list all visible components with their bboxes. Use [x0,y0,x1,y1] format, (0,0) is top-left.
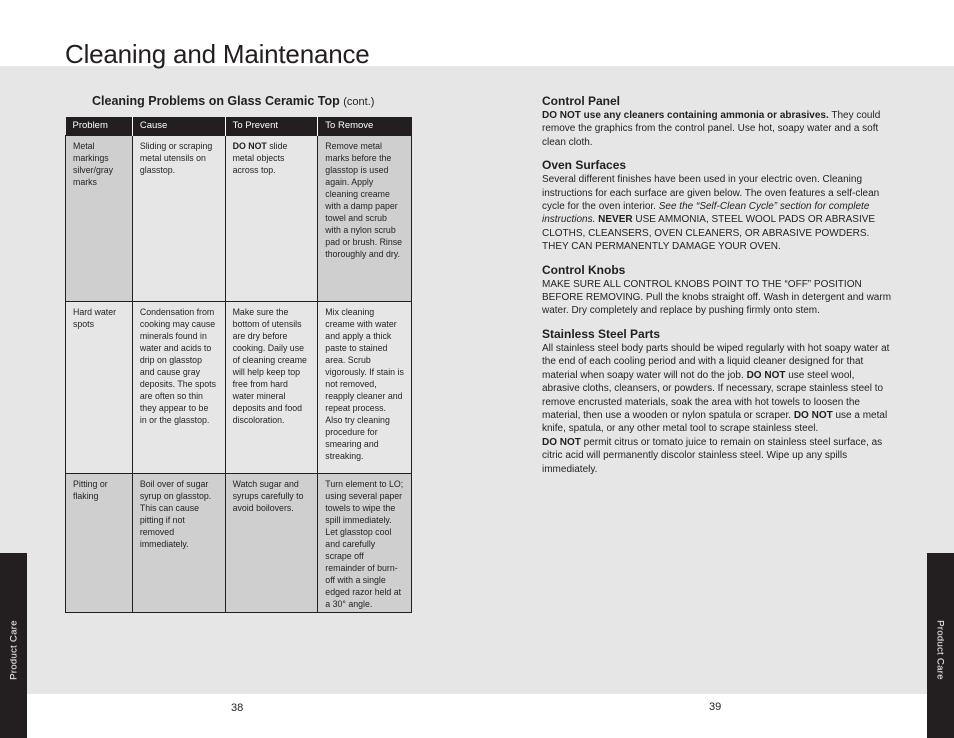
cell-remove: Remove metal marks before the glasstop is used again. Apply cleaning creame with a damp paper towel and scrub with a nylon scrub pad or brush. Rinse thoroughly and dry. [318,136,412,302]
section-stainless-steel [542,327,892,476]
cell-prevent [225,302,318,474]
cell-prevent [225,474,318,613]
page-title: Cleaning and Maintenance [65,39,370,69]
section-title: Control Panel [542,94,621,108]
section-title: Control Knobs [542,262,626,277]
column-header-cause: Cause [132,117,225,136]
column-header-to-remove: To Remove [318,117,412,136]
section-text: Several different finishes have been used in your electric oven. Cleaning instructions for each surface are given below. The oven features a self-clean cycle for the oven interior. [542,174,880,213]
table-heading-text: Cleaning Problems on Glass Ceramic Top [92,94,340,108]
section-title: Oven Surfaces [542,158,627,173]
cell-prevent-text: slide metal objects across top. [232,141,288,175]
cell-remove: Turn element to LO; using several paper towels to wipe the spill immediately. Let glasstop cool and carefully scrape off remainder of burn-off with a single edged razor held at a 30° angle. [318,474,412,613]
section-bold: DO NOT [542,436,581,448]
section-bold: DO NOT [793,409,833,421]
cleaning-problems-table [65,117,412,613]
section-text: USE AMMONIA, STEEL WOOL PADS OR ABRASIVE CLOTHS, CLEANSERS, OVEN CLEANERS, OR ABRASIVE POWDERS. THEY CAN PERMANENTLY DAMAGE YOUR OVEN. [542,214,876,253]
section-bold: DO NOT [746,369,786,381]
cell-remove: Mix cleaning creame with water and apply a thick paste to stained area. Scrub vigorously. If stain is not removed, reapply cleaner and repeat process. Also try cleaning procedure for smearing and streaking. [318,302,412,474]
cell-problem: Metal markings silver/gray marks [66,136,133,302]
table-row [66,474,412,613]
cell-cause: Condensation from cooking may cause minerals found in water and acids to drip on glasstop and cause gray deposits. The spots are often so thin they appear to be in or the glasstop. [132,302,225,474]
section-title: Stainless Steel Parts [542,326,661,341]
section-text: permit citrus or tomato juice to remain on stainless steel surface, as citric acid will permanently discolor stainless steel. Wipe up any spills immediately. [542,436,883,475]
column-header-to-prevent: To Prevent [225,117,318,136]
cell-prevent [225,136,318,302]
column-header-problem: Problem [66,117,133,136]
table-heading-suffix: (cont.) [343,96,375,108]
side-tab-right-label: Product Care [934,620,946,680]
side-tab-left-label: Product Care [8,620,20,680]
section-body [542,109,892,149]
section-text: use steel wool, abrasive cloths, cleansers, or powders. If necessary, scrape stainless steel to remove encrusted materials, soak the area with hot towels to loosen the material, then use a wooden or nylon spatula or scraper. [542,369,884,421]
section-text: use a metal knife, spatula, or any other metal tool to scrape stainless steel. [542,409,888,435]
cell-problem: Hard water spots [66,302,133,474]
section-italic: See the “Self-Clean Cycle” section for complete instructions. [542,201,870,226]
cell-prevent-text: Make sure the bottom of utensils are dry before cooking. Daily use of cleaning creame will help keep top free from hard water mineral deposits and food discoloration. [232,307,307,425]
section-bold: NEVER [595,214,633,226]
page-number-left: 38 [231,702,244,714]
cell-prevent-text: Watch sugar and syrups carefully to avoid boilovers. [232,479,304,513]
section-text: They could remove the graphics from the control panel. Use hot, soapy water and a soft clean cloth. [542,110,881,148]
section-control-knobs [542,263,892,318]
section-bold: DO NOT use any cleaners containing ammonia or abrasives. [542,110,829,121]
cell-prevent-bold: DO NOT [232,141,267,151]
section-control-panel [542,94,892,149]
side-tab-left [0,553,27,738]
section-body [542,173,892,253]
table-row [66,136,412,302]
cell-cause: Sliding or scraping metal utensils on glasstop. [132,136,225,302]
section-body: MAKE SURE ALL CONTROL KNOBS POINT TO THE “OFF” POSITION BEFORE REMOVING. Pull the knobs straight off. Wash in detergent and warm water. Dry completely and replace by pushing firmly onto stem. [542,278,892,317]
table-heading [92,94,374,108]
table-row [66,302,412,474]
table-header-row [66,117,412,136]
cell-cause: Boil over of sugar syrup on glasstop. This can cause pitting if not removed immediately. [132,474,225,613]
section-oven-surfaces [542,158,892,253]
right-column [542,94,892,485]
page-number-right: 39 [709,701,722,713]
side-tab-right [927,553,954,738]
section-body [542,342,892,476]
section-text: All stainless steel body parts should be wiped regularly with hot soapy water at the end of each cooling period and with a liquid cleaner designed for that material when soapy water will not do the job. [542,342,890,381]
cell-problem: Pitting or flaking [66,474,133,613]
